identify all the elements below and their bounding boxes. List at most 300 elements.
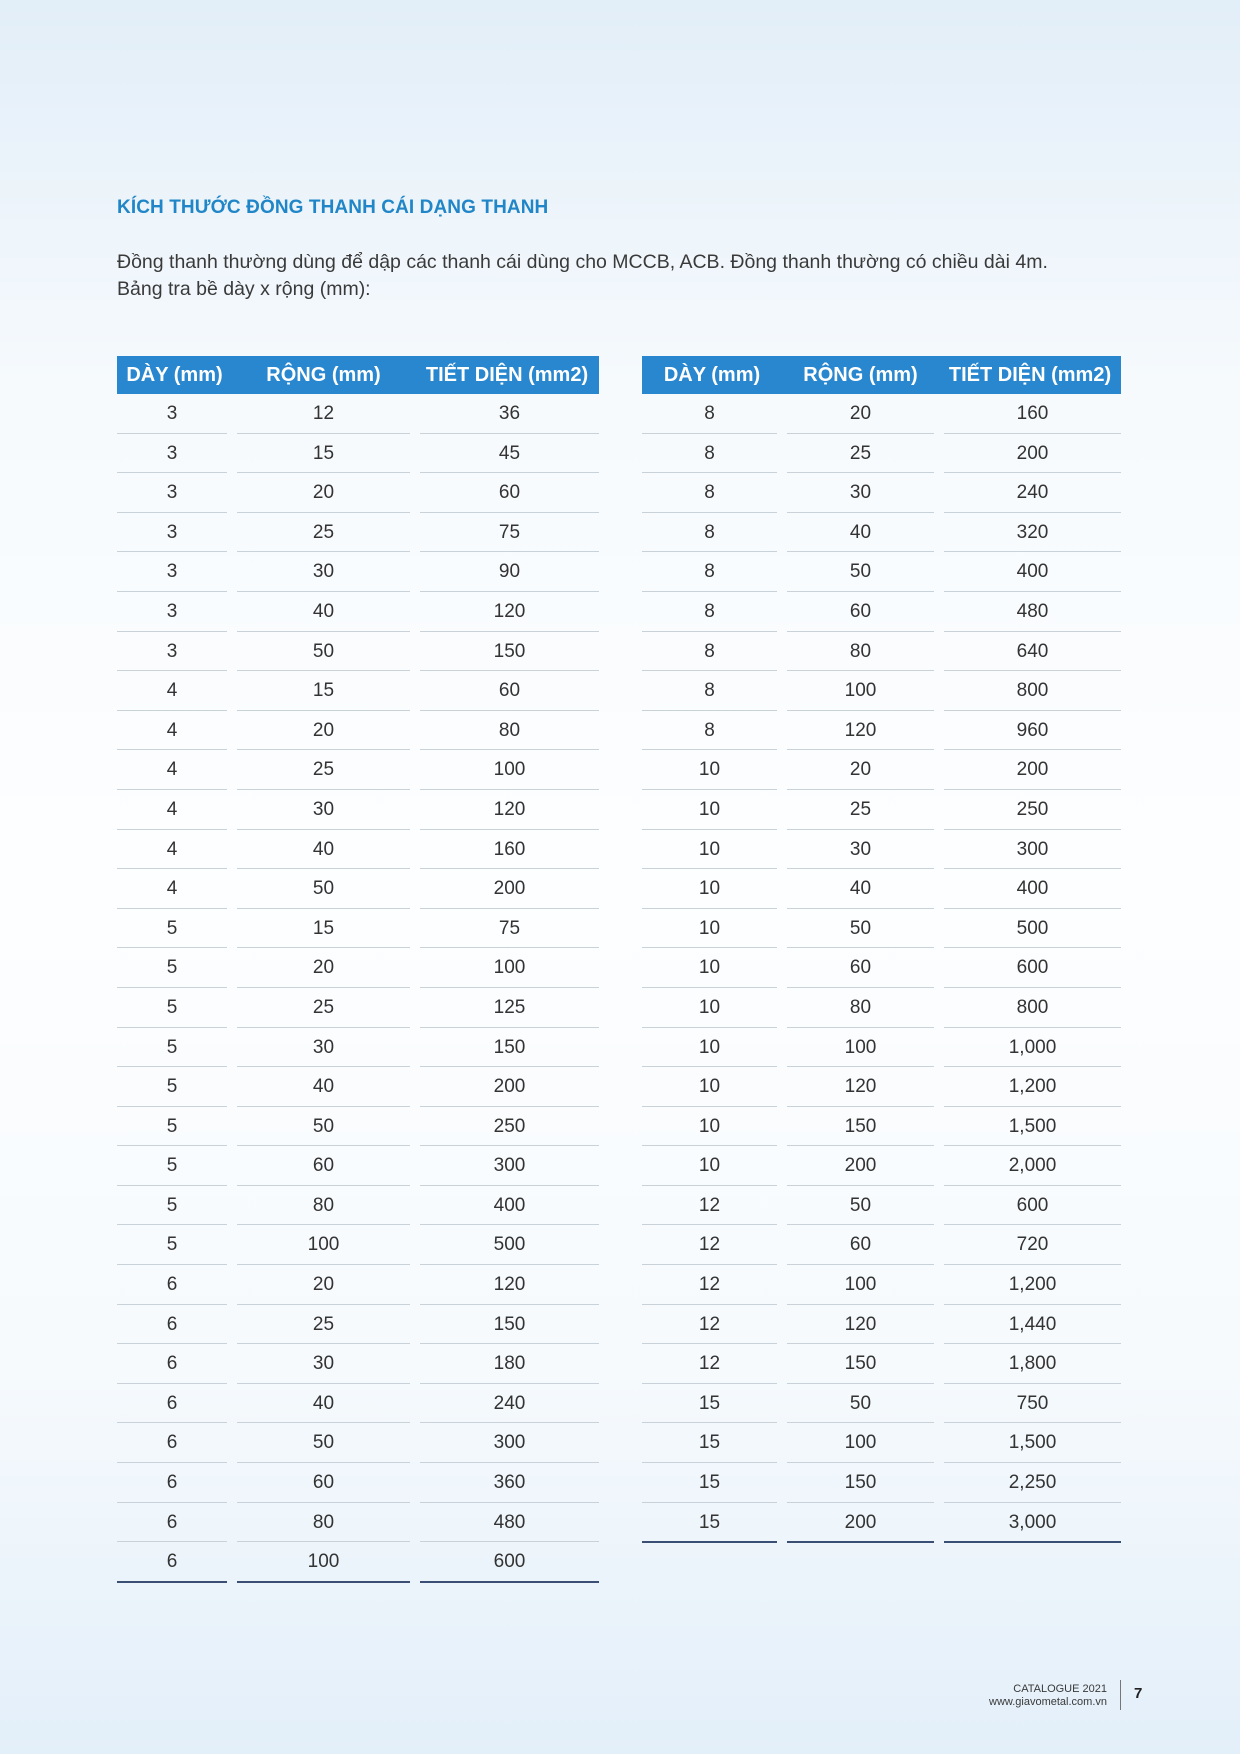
- cell-width-value: 50: [787, 552, 934, 592]
- cell-thickness: [117, 552, 232, 592]
- footer-info: [989, 1683, 1107, 1709]
- cell-cross-section: [939, 1305, 1121, 1345]
- cell-width: [782, 948, 939, 988]
- cell-cross-section-value: 360: [420, 1463, 599, 1503]
- cell-thickness-value: 8: [642, 711, 777, 751]
- cell-width-value: 120: [787, 711, 934, 751]
- cell-width-value: 50: [787, 1384, 934, 1424]
- footer-divider: [1120, 1680, 1121, 1710]
- cell-cross-section-value: 200: [420, 869, 599, 909]
- cell-thickness-value: 6: [117, 1344, 227, 1384]
- cell-width: [232, 1384, 415, 1424]
- cell-thickness-value: 10: [642, 1028, 777, 1068]
- cell-cross-section-value: 1,440: [944, 1305, 1121, 1345]
- cell-width: [782, 552, 939, 592]
- cell-width-value: 25: [237, 1305, 410, 1345]
- cell-thickness: [642, 394, 782, 434]
- cell-width-value: 30: [787, 830, 934, 870]
- cell-width: [232, 1265, 415, 1305]
- table-row: [642, 1186, 1121, 1226]
- cell-thickness: [642, 632, 782, 672]
- table-row: [642, 1384, 1121, 1424]
- cell-cross-section: [415, 1028, 599, 1068]
- cell-width-value: 100: [787, 1028, 934, 1068]
- header-cross-section: TIẾT DIỆN (mm2): [939, 356, 1121, 394]
- cell-width: [232, 790, 415, 830]
- cell-thickness: [117, 1463, 232, 1503]
- cell-thickness: [642, 1265, 782, 1305]
- cell-thickness-value: 10: [642, 948, 777, 988]
- cell-width: [782, 632, 939, 672]
- cell-thickness-value: 5: [117, 1028, 227, 1068]
- table-row: [117, 513, 599, 553]
- cell-thickness: [117, 1028, 232, 1068]
- page-number: 7: [1134, 1685, 1143, 1702]
- cell-width-value: 50: [237, 1107, 410, 1147]
- cell-cross-section: [939, 632, 1121, 672]
- section-title: KÍCH THƯỚC ĐỒNG THANH CÁI DẠNG THANH: [117, 197, 549, 218]
- cell-width: [232, 909, 415, 949]
- cell-cross-section-value: 1,500: [944, 1423, 1121, 1463]
- cell-cross-section-value: 500: [420, 1225, 599, 1265]
- table-row: [642, 434, 1121, 474]
- cell-thickness-value: 10: [642, 988, 777, 1028]
- cell-width-value: 25: [237, 513, 410, 553]
- cell-width: [232, 1107, 415, 1147]
- cell-thickness: [117, 1107, 232, 1147]
- cell-thickness: [117, 948, 232, 988]
- cell-thickness: [642, 830, 782, 870]
- cell-width-value: 60: [237, 1146, 410, 1186]
- cell-thickness: [117, 1225, 232, 1265]
- table-row: [117, 1146, 599, 1186]
- table-row: [117, 473, 599, 513]
- cell-cross-section: [939, 1225, 1121, 1265]
- cell-thickness-value: 8: [642, 632, 777, 672]
- cell-cross-section-value: 480: [420, 1503, 599, 1543]
- cell-width: [232, 1344, 415, 1384]
- table-row: [117, 1384, 599, 1424]
- cell-width: [232, 552, 415, 592]
- cell-thickness-value: 3: [117, 473, 227, 513]
- cell-thickness-value: 15: [642, 1384, 777, 1424]
- cell-cross-section-value: 720: [944, 1225, 1121, 1265]
- cell-cross-section-value: 400: [420, 1186, 599, 1226]
- cell-width-value: 80: [787, 632, 934, 672]
- cell-thickness: [642, 1225, 782, 1265]
- cell-thickness-value: 3: [117, 592, 227, 632]
- cell-thickness-value: 5: [117, 1107, 227, 1147]
- cell-thickness: [117, 1265, 232, 1305]
- cell-cross-section: [939, 790, 1121, 830]
- cell-width-value: 15: [237, 671, 410, 711]
- cell-cross-section-value: 160: [420, 830, 599, 870]
- cell-thickness-value: 8: [642, 473, 777, 513]
- cell-width: [782, 1146, 939, 1186]
- table-row: [642, 1423, 1121, 1463]
- header-cross-section: TIẾT DIỆN (mm2): [415, 356, 599, 394]
- cell-cross-section-value: 150: [420, 1305, 599, 1345]
- cell-width: [782, 1265, 939, 1305]
- cell-width: [782, 988, 939, 1028]
- cell-thickness-value: 10: [642, 1107, 777, 1147]
- table-row: [642, 1107, 1121, 1147]
- cell-cross-section: [939, 434, 1121, 474]
- cell-cross-section: [415, 988, 599, 1028]
- table-row: [117, 988, 599, 1028]
- cell-width: [232, 592, 415, 632]
- cell-thickness-value: 5: [117, 948, 227, 988]
- cell-cross-section-value: 100: [420, 948, 599, 988]
- cell-thickness-value: 5: [117, 988, 227, 1028]
- cell-cross-section-value: 120: [420, 1265, 599, 1305]
- cell-thickness-value: 4: [117, 830, 227, 870]
- cell-thickness-value: 6: [117, 1423, 227, 1463]
- cell-thickness-value: 10: [642, 1146, 777, 1186]
- cell-cross-section: [939, 869, 1121, 909]
- cell-cross-section: [415, 1265, 599, 1305]
- cell-thickness-value: 8: [642, 671, 777, 711]
- cell-width: [232, 1028, 415, 1068]
- cell-cross-section-value: 1,800: [944, 1344, 1121, 1384]
- cell-thickness: [117, 869, 232, 909]
- cell-thickness: [117, 592, 232, 632]
- cell-cross-section: [415, 1344, 599, 1384]
- intro-line-1: Đồng thanh thường dùng để dập các thanh cái dùng cho MCCB, ACB. Đồng thanh thường có chiều dài 4m.: [117, 251, 1048, 273]
- cell-width-value: 60: [787, 948, 934, 988]
- cell-cross-section-value: 400: [944, 552, 1121, 592]
- footer-website[interactable]: www.giavometal.com.vn: [989, 1696, 1107, 1708]
- cell-cross-section: [415, 830, 599, 870]
- cell-cross-section: [415, 1186, 599, 1226]
- table-row: [117, 750, 599, 790]
- cell-cross-section-value: 100: [420, 750, 599, 790]
- cell-width-value: 20: [237, 711, 410, 751]
- cell-width: [232, 1146, 415, 1186]
- cell-width-value: 200: [787, 1503, 934, 1544]
- table-row: [117, 948, 599, 988]
- cell-cross-section: [939, 1463, 1121, 1503]
- table-row: [117, 1107, 599, 1147]
- table-row: [117, 1305, 599, 1345]
- cell-width-value: 25: [787, 434, 934, 474]
- table-row: [642, 750, 1121, 790]
- cell-width-value: 25: [237, 988, 410, 1028]
- table-row: [642, 988, 1121, 1028]
- cell-width-value: 60: [787, 1225, 934, 1265]
- cell-thickness-value: 15: [642, 1423, 777, 1463]
- cell-cross-section-value: 125: [420, 988, 599, 1028]
- table-row: [642, 909, 1121, 949]
- cell-cross-section: [415, 909, 599, 949]
- cell-width-value: 120: [787, 1067, 934, 1107]
- cell-thickness-value: 5: [117, 1225, 227, 1265]
- cell-thickness: [117, 1067, 232, 1107]
- cell-cross-section-value: 300: [420, 1146, 599, 1186]
- cell-thickness-value: 6: [117, 1265, 227, 1305]
- table-row: [117, 909, 599, 949]
- cell-cross-section: [939, 552, 1121, 592]
- table-row: [642, 790, 1121, 830]
- table-header-row: [117, 356, 599, 394]
- cell-thickness-value: 4: [117, 869, 227, 909]
- cell-cross-section-value: 200: [420, 1067, 599, 1107]
- cell-cross-section-value: 75: [420, 513, 599, 553]
- cell-width-value: 100: [787, 671, 934, 711]
- cell-thickness: [117, 473, 232, 513]
- cell-thickness: [642, 1503, 782, 1544]
- header-width: RỘNG (mm): [232, 356, 415, 394]
- cell-width: [232, 830, 415, 870]
- cell-cross-section: [415, 1107, 599, 1147]
- cell-thickness: [117, 830, 232, 870]
- cell-cross-section: [939, 1384, 1121, 1424]
- cell-thickness-value: 12: [642, 1344, 777, 1384]
- table-row: [642, 1305, 1121, 1345]
- cell-width: [782, 671, 939, 711]
- cell-thickness-value: 8: [642, 552, 777, 592]
- cell-thickness: [117, 434, 232, 474]
- table-row: [117, 1028, 599, 1068]
- cell-thickness-value: 8: [642, 592, 777, 632]
- cell-cross-section-value: 2,000: [944, 1146, 1121, 1186]
- cell-thickness-value: 3: [117, 434, 227, 474]
- cell-width: [232, 632, 415, 672]
- cell-width: [782, 1423, 939, 1463]
- header-thickness: DÀY (mm): [117, 356, 232, 394]
- cell-cross-section-value: 150: [420, 1028, 599, 1068]
- cell-width-value: 100: [787, 1265, 934, 1305]
- table-row: [642, 711, 1121, 751]
- cell-thickness: [117, 1146, 232, 1186]
- table-row: [642, 948, 1121, 988]
- cell-cross-section: [415, 592, 599, 632]
- cell-width: [782, 473, 939, 513]
- cell-thickness-value: 8: [642, 513, 777, 553]
- cell-thickness: [642, 1305, 782, 1345]
- cell-width-value: 80: [787, 988, 934, 1028]
- cell-cross-section: [415, 1503, 599, 1543]
- table-row: [117, 1423, 599, 1463]
- table-row: [117, 869, 599, 909]
- cell-cross-section: [939, 1107, 1121, 1147]
- table-row: [642, 1067, 1121, 1107]
- cell-width-value: 80: [237, 1503, 410, 1543]
- cell-width-value: 80: [237, 1186, 410, 1226]
- intro-line-2: Bảng tra bề dày x rộng (mm):: [117, 278, 371, 300]
- cell-width-value: 15: [237, 909, 410, 949]
- table-row: [642, 394, 1121, 434]
- cell-cross-section: [939, 394, 1121, 434]
- cell-width: [782, 592, 939, 632]
- table-row: [117, 711, 599, 751]
- cell-width-value: 60: [787, 592, 934, 632]
- cell-thickness-value: 10: [642, 750, 777, 790]
- cell-thickness: [642, 1186, 782, 1226]
- cell-cross-section-value: 640: [944, 632, 1121, 672]
- cell-width: [782, 1384, 939, 1424]
- cell-thickness: [117, 750, 232, 790]
- cell-width: [782, 869, 939, 909]
- cell-width-value: 200: [787, 1146, 934, 1186]
- table-row: [642, 1265, 1121, 1305]
- cell-thickness-value: 12: [642, 1225, 777, 1265]
- table-row: [117, 1225, 599, 1265]
- table-row: [642, 552, 1121, 592]
- table-row: [117, 434, 599, 474]
- cell-cross-section-value: 320: [944, 513, 1121, 553]
- cell-thickness: [117, 790, 232, 830]
- cell-thickness: [117, 1542, 232, 1583]
- cell-cross-section-value: 2,250: [944, 1463, 1121, 1503]
- cell-thickness-value: 10: [642, 790, 777, 830]
- cell-width-value: 20: [237, 473, 410, 513]
- cell-cross-section: [939, 1423, 1121, 1463]
- cell-width-value: 60: [237, 1463, 410, 1503]
- cell-width-value: 25: [787, 790, 934, 830]
- cell-cross-section: [415, 711, 599, 751]
- cell-cross-section: [939, 513, 1121, 553]
- cell-width-value: 150: [787, 1107, 934, 1147]
- cell-thickness: [642, 909, 782, 949]
- cell-width-value: 30: [237, 552, 410, 592]
- cell-thickness: [642, 592, 782, 632]
- cell-thickness: [642, 473, 782, 513]
- table-row: [642, 869, 1121, 909]
- table-row: [117, 671, 599, 711]
- cell-cross-section-value: 240: [420, 1384, 599, 1424]
- cell-thickness-value: 5: [117, 909, 227, 949]
- cell-cross-section-value: 80: [420, 711, 599, 751]
- cell-width-value: 30: [787, 473, 934, 513]
- cell-cross-section: [939, 1265, 1121, 1305]
- cell-width: [232, 1305, 415, 1345]
- cell-cross-section: [415, 790, 599, 830]
- cell-thickness: [117, 632, 232, 672]
- cell-thickness: [642, 1146, 782, 1186]
- cell-width-value: 40: [787, 869, 934, 909]
- cell-width-value: 25: [237, 750, 410, 790]
- cell-width-value: 50: [787, 909, 934, 949]
- cell-thickness: [642, 711, 782, 751]
- cell-width: [782, 1305, 939, 1345]
- table-row: [642, 632, 1121, 672]
- cell-width: [232, 394, 415, 434]
- cell-thickness-value: 3: [117, 632, 227, 672]
- cell-thickness-value: 12: [642, 1265, 777, 1305]
- cell-thickness-value: 4: [117, 711, 227, 751]
- cell-cross-section: [939, 988, 1121, 1028]
- cell-cross-section-value: 200: [944, 434, 1121, 474]
- cell-width-value: 40: [237, 592, 410, 632]
- cell-width-value: 20: [237, 1265, 410, 1305]
- cell-cross-section: [939, 1146, 1121, 1186]
- cell-thickness: [642, 1344, 782, 1384]
- cell-cross-section-value: 960: [944, 711, 1121, 751]
- cell-cross-section-value: 300: [944, 830, 1121, 870]
- table-row: [642, 830, 1121, 870]
- cell-thickness: [117, 1186, 232, 1226]
- cell-cross-section-value: 36: [420, 394, 599, 434]
- cell-thickness: [642, 1028, 782, 1068]
- cell-width: [232, 671, 415, 711]
- cell-thickness: [642, 948, 782, 988]
- cell-thickness-value: 4: [117, 790, 227, 830]
- cell-width: [232, 869, 415, 909]
- cell-cross-section-value: 3,000: [944, 1503, 1121, 1544]
- cell-thickness: [642, 1423, 782, 1463]
- cell-cross-section: [415, 473, 599, 513]
- cell-thickness-value: 4: [117, 671, 227, 711]
- cell-thickness: [642, 1107, 782, 1147]
- cell-cross-section-value: 750: [944, 1384, 1121, 1424]
- cell-width: [782, 394, 939, 434]
- cell-cross-section: [415, 434, 599, 474]
- cell-thickness-value: 15: [642, 1463, 777, 1503]
- cell-width: [782, 1503, 939, 1544]
- cell-thickness: [117, 513, 232, 553]
- cell-thickness-value: 5: [117, 1067, 227, 1107]
- cell-cross-section: [415, 1225, 599, 1265]
- cell-thickness-value: 6: [117, 1384, 227, 1424]
- cell-width: [232, 1542, 415, 1583]
- cell-width: [232, 1423, 415, 1463]
- table-row: [117, 632, 599, 672]
- cell-cross-section: [415, 869, 599, 909]
- cell-cross-section-value: 160: [944, 394, 1121, 434]
- cell-thickness-value: 15: [642, 1503, 777, 1544]
- table-row: [117, 1265, 599, 1305]
- table-row: [642, 513, 1121, 553]
- cell-width: [782, 1067, 939, 1107]
- cell-cross-section: [415, 1305, 599, 1345]
- cell-cross-section-value: 500: [944, 909, 1121, 949]
- table-header-row: [642, 356, 1121, 394]
- cell-thickness: [117, 671, 232, 711]
- cell-width: [782, 1225, 939, 1265]
- cell-width: [232, 434, 415, 474]
- cell-thickness: [642, 513, 782, 553]
- cell-thickness: [642, 1463, 782, 1503]
- cell-width-value: 50: [237, 869, 410, 909]
- cell-width-value: 40: [787, 513, 934, 553]
- cell-cross-section: [415, 948, 599, 988]
- cell-thickness-value: 10: [642, 869, 777, 909]
- cell-thickness-value: 6: [117, 1503, 227, 1543]
- cell-cross-section: [939, 711, 1121, 751]
- cell-thickness: [642, 790, 782, 830]
- cell-cross-section-value: 120: [420, 790, 599, 830]
- cell-width: [232, 988, 415, 1028]
- cell-cross-section: [415, 1423, 599, 1463]
- cell-thickness: [642, 434, 782, 474]
- cell-width: [782, 513, 939, 553]
- header-thickness: DÀY (mm): [642, 356, 782, 394]
- table-row: [117, 1344, 599, 1384]
- cell-width: [782, 909, 939, 949]
- table-row: [117, 552, 599, 592]
- cell-width-value: 150: [787, 1344, 934, 1384]
- table-row: [642, 671, 1121, 711]
- cell-cross-section-value: 400: [944, 869, 1121, 909]
- cell-thickness-value: 3: [117, 552, 227, 592]
- cell-cross-section: [415, 1384, 599, 1424]
- cell-width-value: 100: [237, 1542, 410, 1583]
- intro-paragraph: [117, 249, 1119, 303]
- cell-thickness: [642, 552, 782, 592]
- cell-width: [782, 1186, 939, 1226]
- cell-width-value: 100: [237, 1225, 410, 1265]
